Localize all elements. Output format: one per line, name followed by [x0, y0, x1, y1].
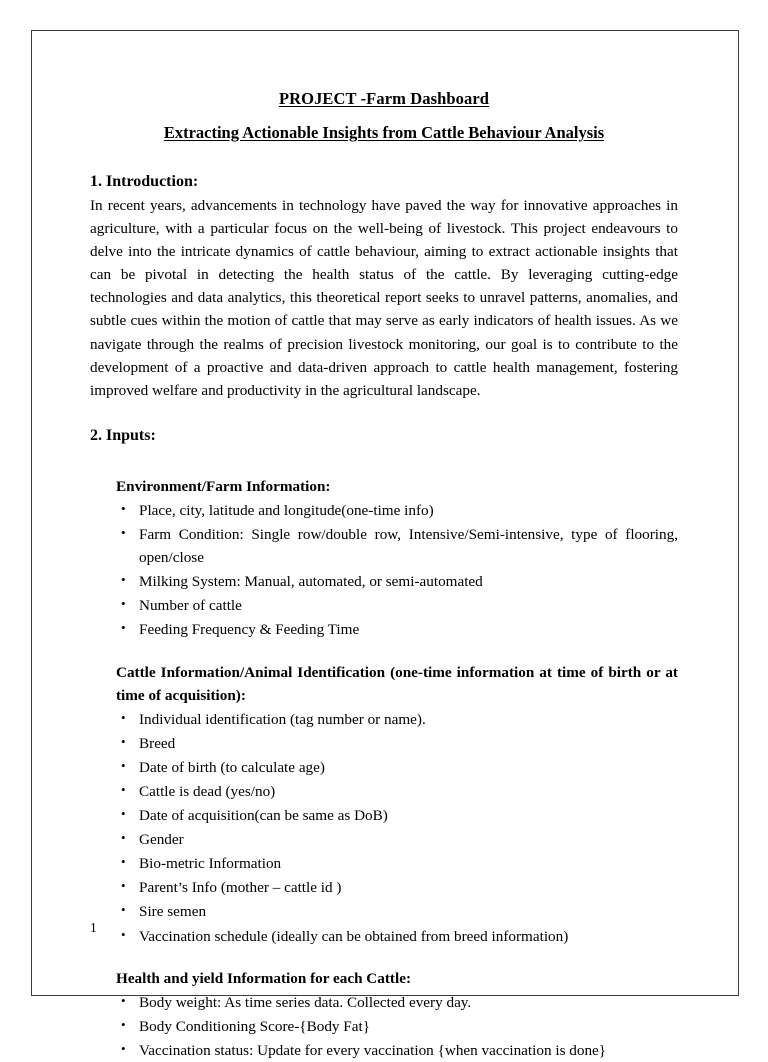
document-title-text: PROJECT -Farm Dashboard	[278, 89, 490, 108]
spacer	[90, 948, 678, 967]
introduction-paragraph: In recent years, advancements in technology have paved the way for innovative approaches in agriculture, with a particular focus on the well-being of livestock. This project endeavours to delve into the intricate dynamics of cattle behaviour, aiming to extract actionable insights that can be pivotal in detecting the health status of the cattle. By leveraging cutting-edge technologies and data analytics, this theoretical report seeks to unravel patterns, anomalies, and subtle cues within the motion of cattle that may serve as early indicators of health issues. As we navigate through the realms of precision livestock monitoring, our goal is to contribute to the development of a proactive and data-driven approach to cattle health management, fostering improved welfare and productivity in the agricultural landscape.	[90, 197, 678, 399]
input-group-health-yield	[90, 967, 678, 1062]
input-group-environment	[90, 475, 678, 642]
list-item: • Farm Condition: Single row/double row, Intensive/Semi-intensive, type of flooring, open/close	[90, 523, 678, 569]
input-group-list	[90, 991, 678, 1062]
section-heading-inputs: 2. Inputs:	[90, 426, 156, 444]
document-subtitle	[90, 123, 678, 143]
list-item: • Vaccination schedule (ideally can be obtained from breed information)	[90, 925, 678, 948]
input-group-list	[90, 708, 678, 948]
list-item: • Date of acquisition(can be same as DoB)	[90, 804, 678, 827]
list-item: • Body Conditioning Score-{Body Fat}	[90, 1015, 678, 1038]
list-item: • Number of cattle	[90, 594, 678, 617]
document-title	[90, 89, 678, 109]
input-group-list	[90, 499, 678, 642]
spacer	[90, 448, 678, 475]
list-item: • Sire semen	[90, 900, 678, 923]
list-item: • Gender	[90, 828, 678, 851]
document-content	[90, 89, 678, 1062]
list-item: • Parent’s Info (mother – cattle id )	[90, 876, 678, 899]
input-group-heading: Health and yield Information for each Cattle:	[116, 969, 412, 987]
list-item: • Bio-metric Information	[90, 852, 678, 875]
list-item: • Individual identification (tag number or name).	[90, 708, 678, 731]
page-number: 1	[90, 920, 97, 935]
input-group-heading: Environment/Farm Information:	[116, 477, 331, 495]
list-item: • Cattle is dead (yes/no)	[90, 780, 678, 803]
input-group-cattle-information	[90, 661, 678, 948]
input-group-heading: Cattle Information/Animal Identification (one-time information at time of birth or at time of acquisition):	[116, 663, 678, 704]
list-item: • Place, city, latitude and longitude(one-time info)	[90, 499, 678, 522]
section-heading-introduction: 1. Introduction:	[90, 173, 199, 190]
spacer	[90, 402, 678, 427]
document-page-frame	[31, 30, 739, 1059]
list-item: • Feeding Frequency & Feeding Time	[90, 618, 678, 641]
list-item: • Breed	[90, 732, 678, 755]
list-item: • Milking System: Manual, automated, or semi-automated	[90, 570, 678, 593]
list-item: • Date of birth (to calculate age)	[90, 756, 678, 779]
list-item: • Body weight: As time series data. Collected every day.	[90, 991, 678, 1014]
list-item: • Vaccination status: Update for every vaccination {when vaccination is done}	[90, 1039, 678, 1062]
document-subtitle-text: Extracting Actionable Insights from Cattle Behaviour Analysis	[163, 123, 605, 142]
spacer	[90, 642, 678, 661]
